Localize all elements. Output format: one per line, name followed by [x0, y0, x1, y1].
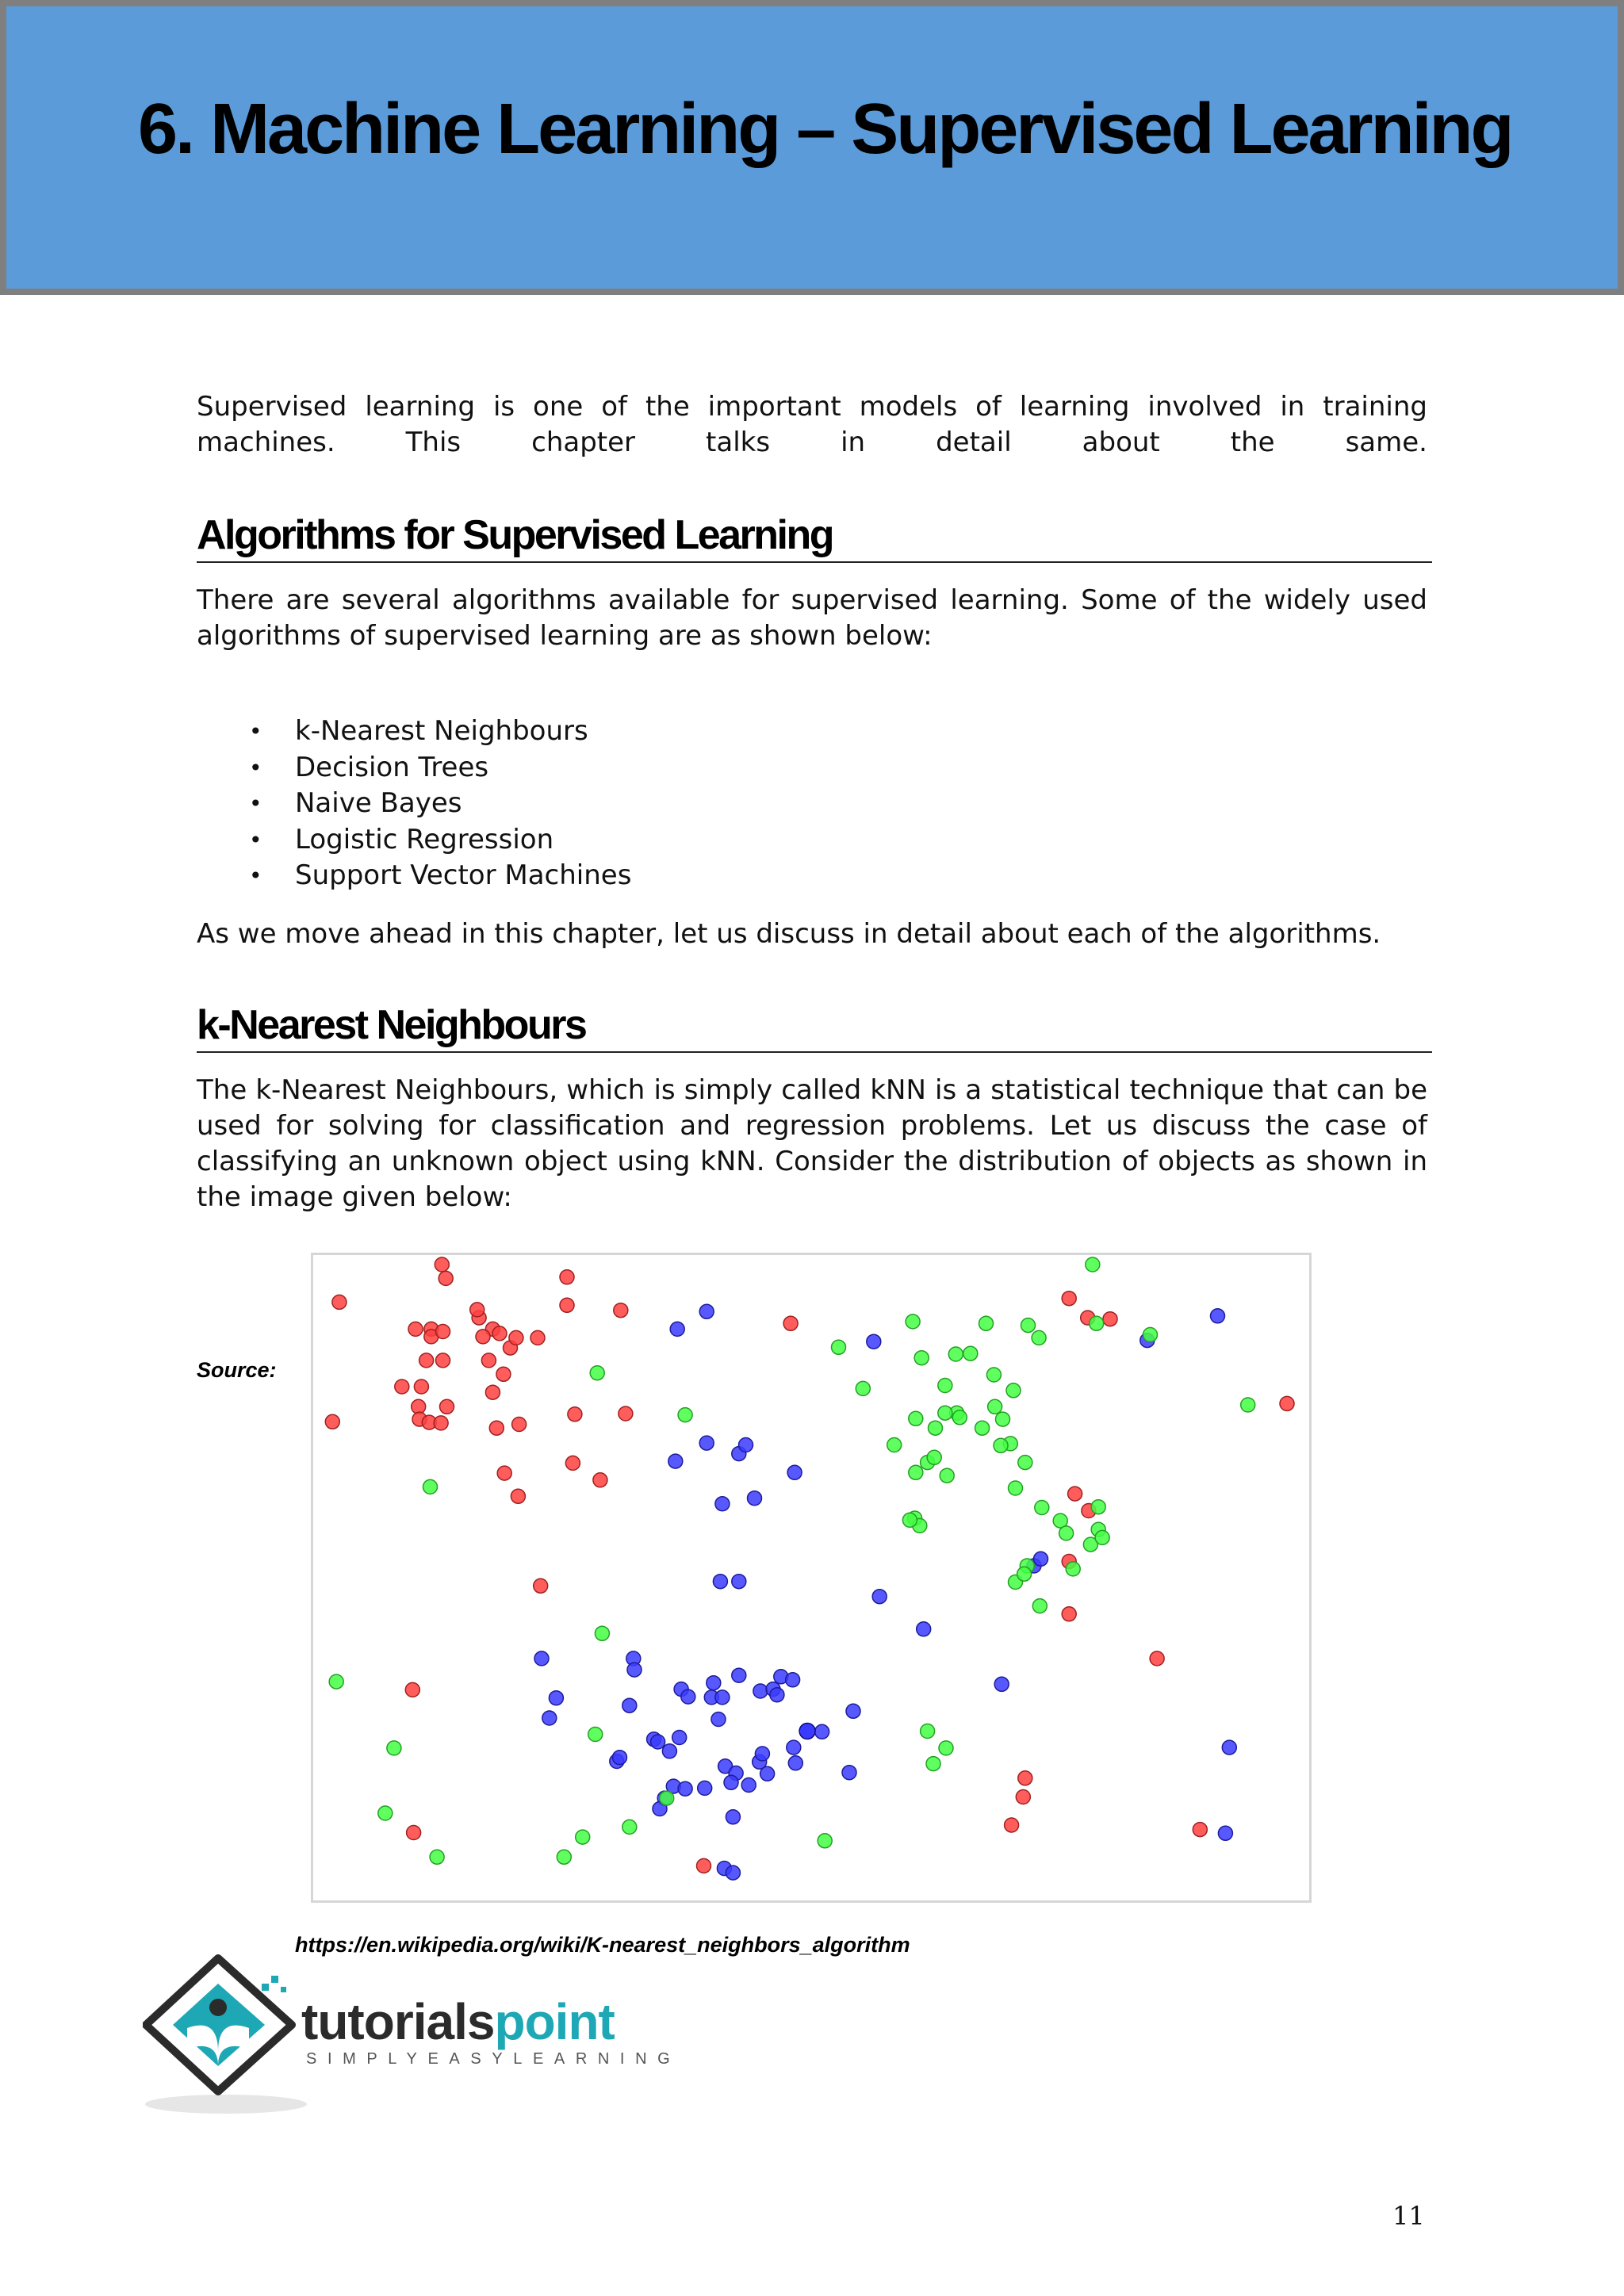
blue-point — [842, 1766, 856, 1780]
blue-point — [1034, 1552, 1048, 1566]
list-item-label: k-Nearest Neighbours — [295, 715, 588, 747]
green-point — [1059, 1526, 1074, 1540]
red-point — [1193, 1823, 1207, 1837]
blue-point — [872, 1590, 887, 1604]
red-point — [434, 1416, 448, 1430]
green-point — [423, 1479, 438, 1494]
source-url: https://en.wikipedia.org/wiki/K-nearest_neighbors_algorithm — [295, 1933, 910, 1957]
logo-tagline: SIMPLYEASYLEARNING — [306, 2050, 681, 2068]
red-point — [511, 1489, 525, 1503]
green-point — [1143, 1328, 1158, 1342]
red-point — [405, 1682, 419, 1697]
green-point — [921, 1724, 935, 1739]
blue-point — [724, 1775, 738, 1789]
blue-point — [917, 1622, 931, 1636]
green-point — [1032, 1330, 1046, 1345]
green-point — [622, 1820, 637, 1834]
blue-point — [748, 1491, 762, 1506]
red-point — [489, 1421, 504, 1435]
list-item-label: Support Vector Machines — [295, 859, 632, 891]
green-point — [557, 1850, 571, 1864]
red-point — [436, 1353, 450, 1368]
red-point — [1018, 1771, 1032, 1785]
blue-point — [668, 1454, 683, 1468]
green-point — [948, 1347, 963, 1361]
blue-point — [662, 1744, 676, 1758]
red-point — [619, 1406, 633, 1421]
blue-point — [670, 1322, 684, 1336]
section-heading-algorithms: Algorithms for Supervised Learning — [197, 511, 1432, 563]
blue-point — [726, 1810, 740, 1824]
green-point — [909, 1411, 923, 1425]
blue-point — [741, 1778, 756, 1793]
green-point — [938, 1379, 952, 1393]
red-point — [481, 1353, 496, 1368]
red-point — [1062, 1292, 1076, 1306]
red-point — [470, 1303, 485, 1317]
green-point — [660, 1791, 674, 1805]
green-point — [902, 1513, 917, 1527]
red-point — [492, 1326, 507, 1341]
blue-point — [787, 1465, 802, 1479]
green-point — [588, 1728, 603, 1742]
red-point — [439, 1271, 453, 1285]
green-point — [909, 1465, 923, 1479]
blue-point — [699, 1436, 714, 1450]
green-point — [1009, 1481, 1023, 1495]
red-point — [1280, 1396, 1294, 1410]
bullet-glyph: • — [249, 718, 262, 744]
source-label: Source: — [197, 1358, 277, 1382]
list-item — [197, 858, 631, 894]
logo-wordmark-tutorials: tutorials — [301, 1993, 495, 2050]
blue-point — [815, 1724, 829, 1739]
tutorialspoint-logo — [143, 1952, 698, 2118]
green-point — [939, 1741, 953, 1755]
blue-point — [1218, 1826, 1232, 1840]
bullet-glyph: • — [249, 754, 262, 781]
green-point — [988, 1399, 1002, 1414]
red-point — [332, 1295, 347, 1309]
blue-point — [613, 1751, 627, 1765]
green-point — [590, 1366, 604, 1380]
green-point — [1018, 1456, 1032, 1470]
scatter-svg — [313, 1255, 1309, 1900]
blue-point — [1211, 1309, 1225, 1323]
red-point — [325, 1414, 339, 1429]
blue-point — [622, 1698, 637, 1712]
red-point — [1068, 1487, 1082, 1501]
green-point — [952, 1410, 967, 1425]
blue-point — [542, 1711, 557, 1725]
green-point — [576, 1830, 590, 1844]
red-point — [568, 1407, 582, 1422]
knn-scatter-plot — [311, 1253, 1312, 1903]
red-point — [512, 1418, 527, 1432]
red-point — [509, 1330, 523, 1345]
blue-point — [1222, 1740, 1236, 1755]
green-point — [938, 1406, 952, 1420]
algorithms-outro-paragraph: As we move ahead in this chapter, let us discuss in detail about each of the algorithms. — [197, 918, 1381, 950]
red-point — [436, 1325, 450, 1339]
red-point — [440, 1399, 454, 1414]
blue-point — [753, 1684, 768, 1698]
red-point — [1103, 1312, 1117, 1326]
green-point — [818, 1834, 832, 1848]
red-point — [395, 1380, 409, 1394]
blue-point — [726, 1866, 740, 1880]
red-point — [1005, 1818, 1019, 1832]
red-point — [530, 1330, 545, 1345]
section-heading-knn: k-Nearest Neighbours — [197, 1001, 1432, 1053]
green-point — [1090, 1316, 1104, 1330]
red-point — [1150, 1651, 1164, 1666]
list-item — [197, 786, 631, 822]
blue-point — [651, 1735, 665, 1749]
red-point — [560, 1270, 574, 1284]
green-point — [1086, 1257, 1100, 1272]
green-point — [1017, 1567, 1032, 1581]
red-point — [476, 1330, 490, 1344]
blue-point — [732, 1575, 746, 1589]
blue-point — [786, 1673, 800, 1687]
blue-point — [732, 1668, 746, 1682]
list-item-label: Naive Bayes — [295, 787, 462, 819]
green-point — [595, 1626, 609, 1640]
blue-point — [994, 1677, 1009, 1691]
green-point — [832, 1340, 846, 1354]
green-point — [329, 1674, 343, 1689]
red-point — [407, 1826, 421, 1840]
blue-point — [627, 1663, 642, 1677]
blue-point — [760, 1766, 775, 1781]
list-item — [197, 750, 631, 786]
blue-point — [715, 1497, 730, 1511]
green-point — [1021, 1318, 1036, 1333]
green-point — [994, 1438, 1008, 1452]
red-point — [565, 1456, 580, 1470]
chapter-banner — [0, 0, 1624, 295]
blue-point — [672, 1731, 687, 1745]
red-point — [435, 1257, 449, 1272]
red-point — [1016, 1790, 1030, 1804]
blue-point — [681, 1689, 695, 1704]
green-point — [1241, 1398, 1255, 1412]
list-item — [197, 822, 631, 859]
green-point — [856, 1381, 870, 1395]
green-point — [926, 1757, 940, 1771]
red-point — [414, 1380, 428, 1394]
blue-point — [678, 1781, 692, 1796]
blue-point — [707, 1676, 721, 1690]
blue-point — [788, 1756, 802, 1770]
knn-paragraph: The k-Nearest Neighbours, which is simply called kNN is a statistical technique that can be used for solving for classification and regression problems. Let us discuss the case of classifying an unknown object using kNN. Consider the distribution of objects as shown in the image given below: — [197, 1074, 1427, 1213]
red-point — [485, 1385, 500, 1399]
green-point — [975, 1421, 990, 1435]
logo-wordmark — [301, 1993, 615, 2050]
blue-point — [755, 1747, 769, 1761]
green-point — [887, 1438, 902, 1452]
blue-point — [715, 1690, 730, 1705]
red-point — [697, 1858, 711, 1873]
bullet-glyph: • — [249, 863, 262, 889]
page-number: 11 — [1392, 2201, 1425, 2231]
red-point — [560, 1298, 574, 1312]
blue-point — [867, 1334, 881, 1349]
red-point — [1062, 1607, 1076, 1621]
red-point — [614, 1303, 628, 1318]
blue-point — [699, 1304, 714, 1318]
green-point — [979, 1316, 994, 1330]
green-point — [914, 1351, 929, 1365]
red-point — [534, 1578, 548, 1593]
chapter-title: 6. Machine Learning – Supervised Learning — [138, 90, 1512, 169]
green-point — [929, 1421, 943, 1435]
blue-point — [739, 1438, 753, 1452]
green-point — [1095, 1530, 1109, 1544]
blue-point — [846, 1704, 860, 1718]
green-point — [986, 1368, 1001, 1382]
blue-point — [770, 1688, 784, 1702]
green-point — [1006, 1383, 1021, 1398]
blue-point — [713, 1575, 727, 1589]
green-point — [927, 1450, 941, 1464]
blue-point — [787, 1740, 801, 1755]
red-point — [496, 1367, 511, 1381]
green-point — [1032, 1599, 1047, 1613]
red-point — [783, 1316, 798, 1330]
bullet-glyph: • — [249, 790, 262, 817]
intro-paragraph: Supervised learning is one of the important models of learning involved in training machines. This chapter talks in detail about the same. — [197, 391, 1427, 458]
unknown-point — [799, 1724, 815, 1739]
green-point — [378, 1806, 393, 1820]
green-point — [1066, 1562, 1080, 1576]
green-point — [1035, 1501, 1049, 1515]
list-item-label: Decision Trees — [295, 751, 489, 783]
red-point — [408, 1322, 423, 1336]
green-point — [996, 1412, 1010, 1426]
green-point — [678, 1408, 692, 1422]
blue-point — [549, 1691, 563, 1705]
green-point — [963, 1346, 978, 1360]
blue-point — [711, 1712, 726, 1727]
green-point — [387, 1741, 401, 1755]
green-point — [430, 1850, 444, 1864]
red-point — [419, 1353, 434, 1368]
bullet-glyph: • — [249, 826, 262, 853]
algorithms-intro-paragraph: There are several algorithms available for supervised learning. Some of the widely used algorithms of supervised learning are as shown below: — [197, 584, 1427, 652]
blue-point — [698, 1781, 712, 1795]
blue-point — [534, 1651, 549, 1666]
list-item-label: Logistic Regression — [295, 823, 554, 855]
green-point — [1091, 1500, 1105, 1514]
list-item — [197, 714, 631, 750]
logo-wordmark-point: point — [494, 1993, 615, 2050]
algorithm-list — [197, 714, 631, 894]
tutorialspoint-logo-icon — [143, 1952, 309, 2118]
red-point — [497, 1466, 511, 1480]
green-point — [906, 1314, 920, 1329]
green-point — [940, 1468, 954, 1483]
red-point — [593, 1473, 607, 1487]
